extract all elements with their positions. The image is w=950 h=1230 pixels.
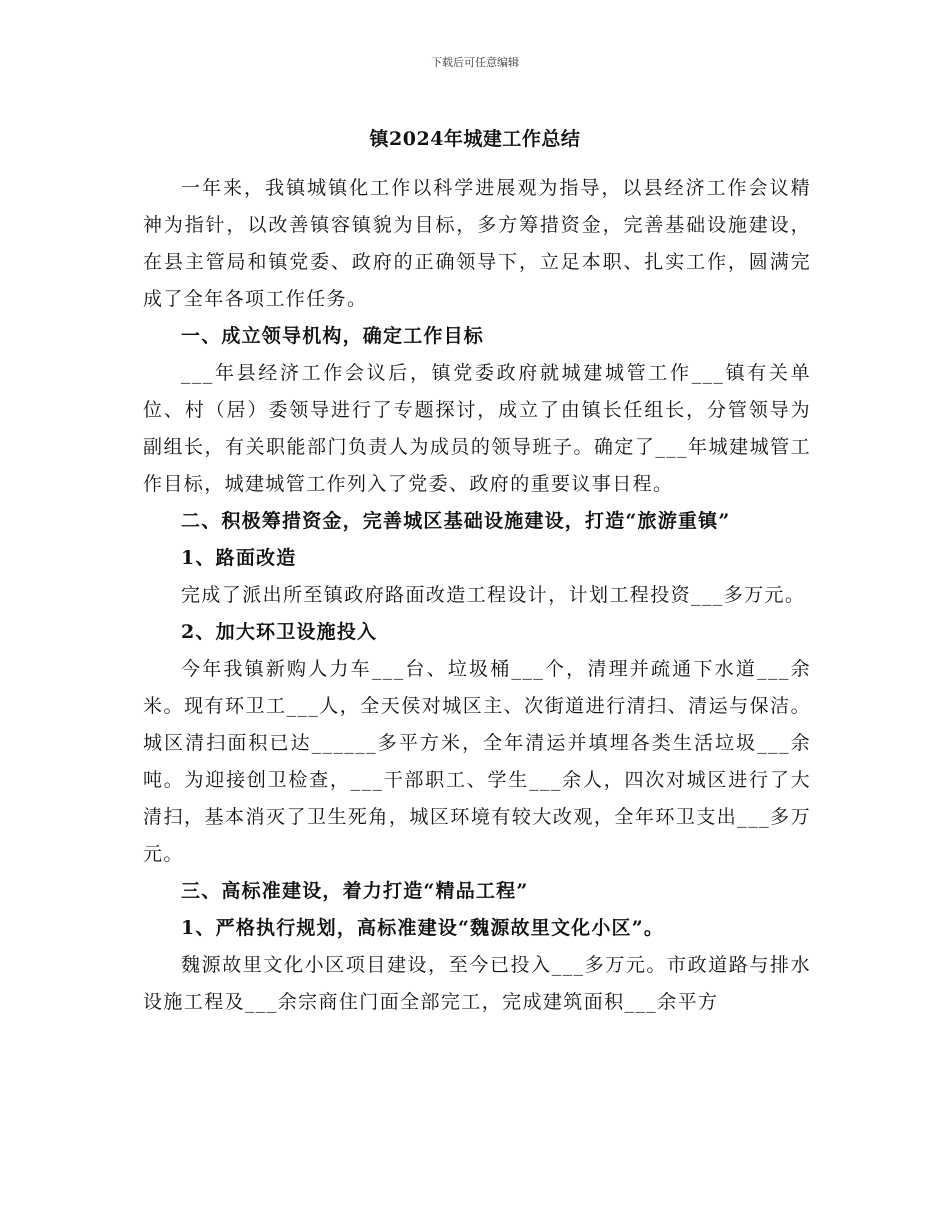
subsection-heading-sanitation: 2、加大环卫设施投入 [181, 621, 378, 643]
paragraph-sanitation: 今年我镇新购人力车___台、垃圾桶___个，清理并疏通下水道___余米。现有环卫工___人，全天侯对城区主、次街道进行清扫、清运与保洁。城区清扫面积已达______多平方米，全年清运并填埋各类生活垃圾___余吨。为迎接创卫检查，___干部职工、学生___余人，四次对城区进行了大清扫，基本消灭了卫生死角，城区环境有较大改观，全年环卫支出___多万元。 [143, 658, 811, 865]
section-heading-2: 二、积极筹措资金，完善城区基础设施建设，打造“旅游重镇” [181, 510, 731, 532]
paragraph-section-1: ___年县经济工作会议后，镇党委政府就城建城管工作___镇有关单位、村（居）委领导进行了专题探讨，成立了由镇长任组长，分管领导为副组长，有关职能部门负责人为成员的领导班子。确定了___年城建城管工作目标，城建城管工作列入了党委、政府的重要议事日程。 [143, 362, 811, 495]
document-body [143, 170, 811, 1021]
paragraph-planning: 魏源故里文化小区项目建设，至今已投入___多万元。市政道路与排水设施工程及___余宗商住门面全部完工，完成建筑面积___余平方 [143, 954, 811, 1013]
page-header-note: 下载后可任意编辑 [431, 56, 519, 69]
subsection-heading-planning: 1、严格执行规划，高标准建设“魏源故里文化小区”。 [181, 917, 665, 939]
subsection-heading-road: 1、路面改造 [181, 547, 297, 569]
paragraph-intro: 一年来，我镇城镇化工作以科学进展观为指导，以县经济工作会议精神为指针，以改善镇容镇貌为目标，多方筹措资金，完善基础设施建设，在县主管局和镇党委、政府的正确领导下，立足本职、扎实工作，圆满完成了全年各项工作任务。 [143, 177, 811, 310]
document-title: 镇2024年城建工作总结 [369, 128, 581, 150]
paragraph-road: 完成了派出所至镇政府路面改造工程设计，计划工程投资___多万元。 [181, 584, 806, 606]
section-heading-1: 一、成立领导机构，确定工作目标 [181, 325, 485, 347]
section-heading-3: 三、高标准建设，着力打造“精品工程” [181, 880, 529, 902]
